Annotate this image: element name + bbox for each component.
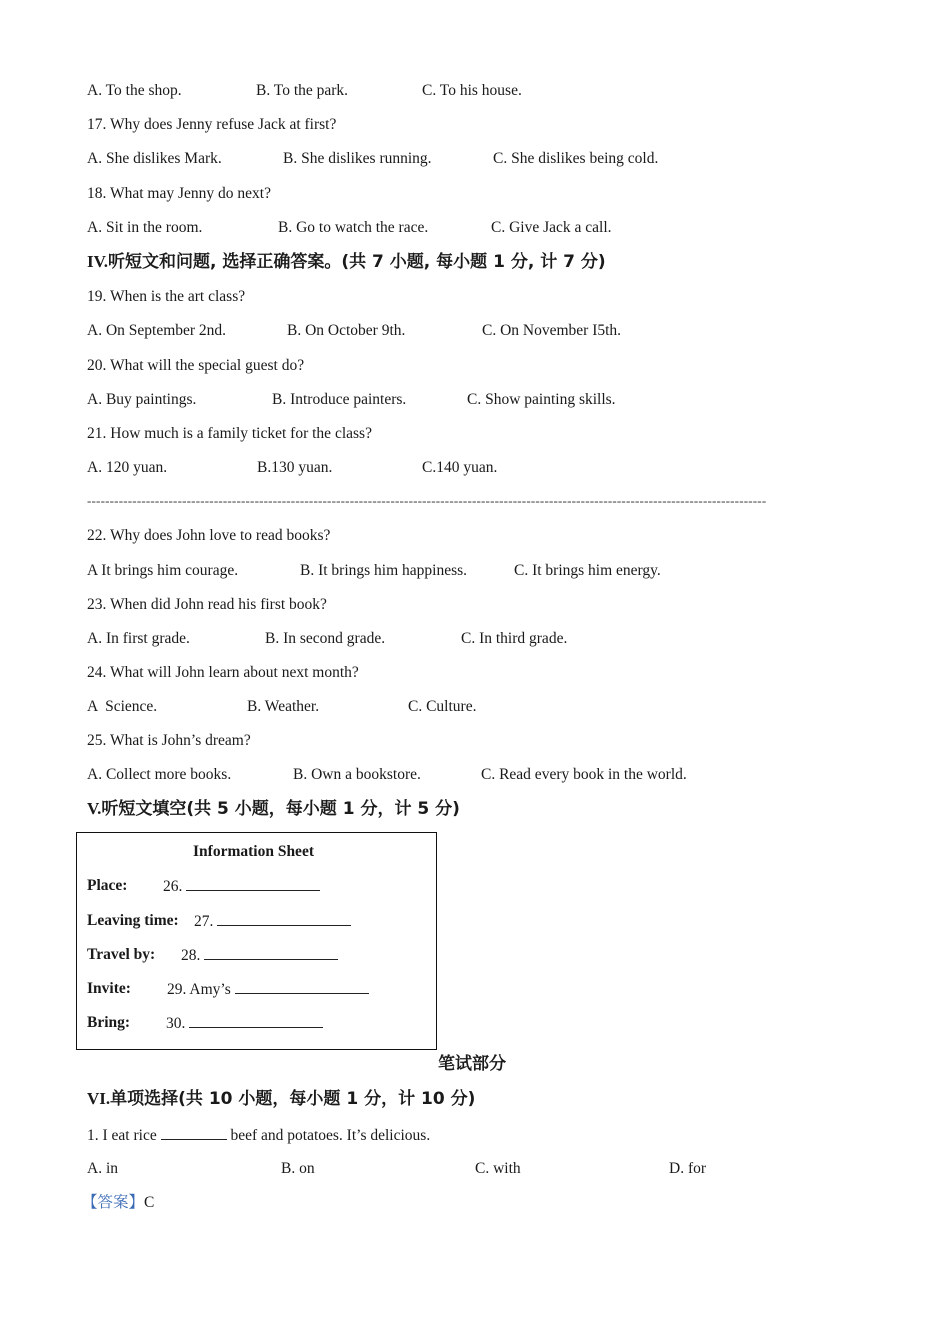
section-5-title: 听短文填空 — [101, 799, 187, 819]
q19-option-a: A. On September 2nd. — [87, 322, 227, 339]
q23-option-c: C. In third grade. — [461, 630, 568, 647]
section-4-roman: IV. — [87, 252, 108, 271]
q25-option-c: C. Read every book in the world. — [481, 766, 687, 783]
q24-option-b: B. Weather. — [247, 698, 320, 715]
written-part-heading: 笔试部分 — [438, 1054, 506, 1074]
blank-29-line — [235, 979, 369, 994]
blank-26-number: 26. — [163, 878, 183, 895]
invite-label: Invite: — [87, 980, 131, 997]
q23-option-b: B. In second grade. — [265, 630, 386, 647]
q20-option-a: A. Buy paintings. — [87, 391, 197, 408]
blank-27 — [194, 911, 351, 932]
w1-option-a: A. in — [87, 1160, 118, 1177]
information-sheet-title: Information Sheet — [193, 843, 314, 860]
section-5-roman: V. — [87, 799, 102, 818]
q16-option-a: A. To the shop. — [87, 82, 182, 99]
q18-option-c: C. Give Jack a call. — [491, 219, 612, 236]
q21-option-b: B.130 yuan. — [257, 459, 333, 476]
blank-28 — [181, 945, 338, 966]
written-q1-before: 1. I eat rice — [87, 1127, 157, 1144]
section-4-score: (共 7 小题, 每小题 1 分, 计 7 分) — [341, 252, 606, 272]
q23-option-a: A. In first grade. — [87, 630, 190, 647]
answer-value: C — [144, 1194, 155, 1211]
blank-29-number: 29. Amy’s — [167, 981, 231, 998]
q17-option-c: C. She dislikes being cold. — [493, 150, 659, 167]
w1-option-d: D. for — [669, 1160, 707, 1177]
q24-option-a: A Science. — [87, 698, 158, 715]
blank-30-line — [189, 1013, 323, 1028]
w1-option-c: C. with — [475, 1160, 521, 1177]
blank-30-number: 30. — [166, 1015, 186, 1032]
q20-option-c: C. Show painting skills. — [467, 391, 616, 408]
blank-27-line — [217, 911, 351, 926]
q22-option-c: C. It brings him energy. — [514, 562, 661, 579]
place-label: Place: — [87, 877, 128, 894]
written-question-1 — [87, 1125, 430, 1146]
q25-option-b: B. Own a bookstore. — [293, 766, 421, 783]
question-18: 18. What may Jenny do next? — [87, 185, 271, 202]
q21-option-a: A. 120 yuan. — [87, 459, 168, 476]
answer-line — [82, 1193, 154, 1213]
answer-tag: 【答案】 — [82, 1194, 145, 1211]
blank-26-line — [186, 876, 320, 891]
section-4-heading — [87, 252, 606, 272]
question-17: 17. Why does Jenny refuse Jack at first? — [87, 116, 337, 133]
q22-option-a: A It brings him courage. — [87, 562, 239, 579]
dashed-divider: ------------------------------------------------------------------------------------------------------------------------------------------------------ — [87, 493, 767, 508]
blank-30 — [166, 1013, 323, 1034]
q20-option-b: B. Introduce painters. — [272, 391, 407, 408]
bring-label: Bring: — [87, 1014, 131, 1031]
blank-26 — [163, 876, 320, 897]
q21-option-c: C.140 yuan. — [422, 459, 498, 476]
q17-option-b: B. She dislikes running. — [283, 150, 432, 167]
leaving-time-label: Leaving time: — [87, 912, 179, 929]
question-22: 22. Why does John love to read books? — [87, 527, 331, 544]
question-19: 19. When is the art class? — [87, 288, 246, 305]
section-6-title: 单项选择 — [110, 1089, 179, 1109]
blank-27-number: 27. — [194, 913, 214, 930]
q18-option-b: B. Go to watch the race. — [278, 219, 429, 236]
question-21: 21. How much is a family ticket for the class? — [87, 425, 372, 442]
section-6-heading — [87, 1089, 475, 1109]
question-25: 25. What is John’s dream? — [87, 732, 251, 749]
q19-option-b: B. On October 9th. — [287, 322, 406, 339]
q17-option-a: A. She dislikes Mark. — [87, 150, 222, 167]
q18-option-a: A. Sit in the room. — [87, 219, 203, 236]
written-q1-after: beef and potatoes. It’s delicious. — [230, 1127, 431, 1144]
section-6-score: (共 10 小题，每小题 1 分，计 10 分) — [178, 1089, 476, 1109]
question-20: 20. What will the special guest do? — [87, 357, 305, 374]
w1-option-b: B. on — [281, 1160, 315, 1177]
travel-by-label: Travel by: — [87, 946, 156, 963]
question-23: 23. When did John read his first book? — [87, 596, 327, 613]
section-5-heading — [87, 799, 460, 819]
q22-option-b: B. It brings him happiness. — [300, 562, 468, 579]
q16-option-b: B. To the park. — [256, 82, 349, 99]
blank-28-number: 28. — [181, 947, 201, 964]
section-6-roman: VI. — [87, 1089, 111, 1108]
q16-option-c: C. To his house. — [422, 82, 522, 99]
q25-option-a: A. Collect more books. — [87, 766, 232, 783]
q24-option-c: C. Culture. — [408, 698, 477, 715]
question-24: 24. What will John learn about next month? — [87, 664, 359, 681]
q19-option-c: C. On November I5th. — [482, 322, 622, 339]
written-q1-blank — [161, 1125, 227, 1140]
blank-29 — [167, 979, 369, 1000]
blank-28-line — [204, 945, 338, 960]
section-4-title: 听短文和问题, 选择正确答案。 — [107, 252, 342, 272]
section-5-score: (共 5 小题，每小题 1 分，计 5 分) — [186, 799, 460, 819]
